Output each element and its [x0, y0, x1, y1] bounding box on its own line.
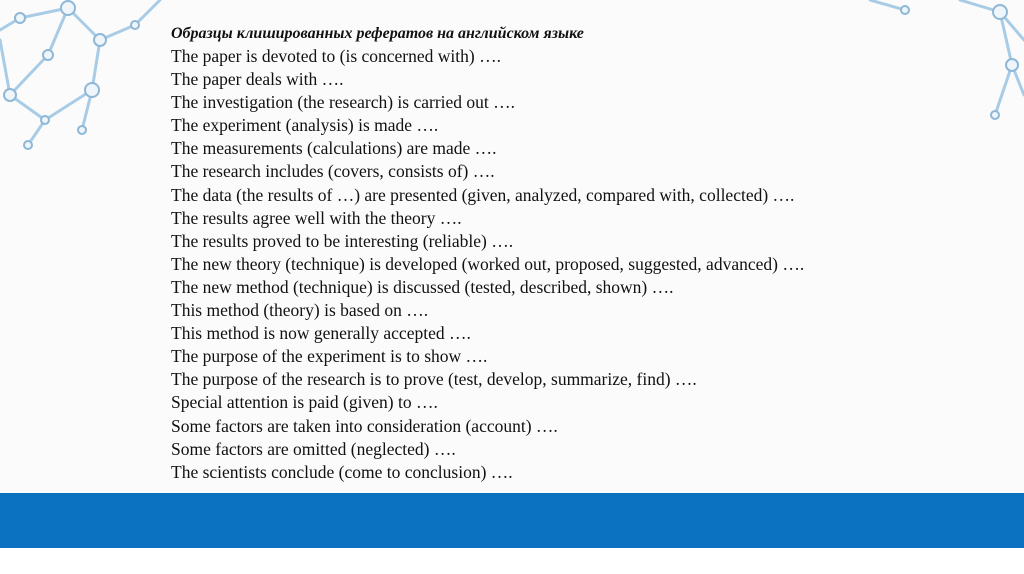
phrase-line: The measurements (calculations) are made …. — [171, 138, 497, 159]
phrase-line: The purpose of the experiment is to show …. — [171, 346, 488, 367]
footer-bar — [0, 493, 1024, 548]
phrase-line: The purpose of the research is to prove (test, develop, summarize, find) …. — [171, 369, 697, 390]
document-content — [171, 22, 1001, 484]
phrase-line: The data (the results of …) are presented (given, analyzed, compared with, collected) …. — [171, 184, 795, 205]
phrase-line: This method is now generally accepted …. — [171, 323, 471, 344]
phrase-line: The new theory (technique) is developed (worked out, proposed, suggested, advanced) …. — [171, 253, 805, 274]
phrase-line: The investigation (the research) is carried out …. — [171, 92, 516, 113]
phrase-line: The new method (technique) is discussed (tested, described, shown) …. — [171, 276, 674, 297]
phrase-line: Special attention is paid (given) to …. — [171, 392, 438, 413]
phrase-line: The paper deals with …. — [171, 69, 344, 90]
phrase-line: Some factors are omitted (neglected) …. — [171, 438, 456, 459]
phrase-list — [171, 45, 1001, 484]
phrase-line: The results agree well with the theory …. — [171, 207, 462, 228]
phrase-line: The scientists conclude (come to conclusion) …. — [171, 461, 513, 482]
bottom-strip — [0, 548, 1024, 574]
phrase-line: The paper is devoted to (is concerned with) …. — [171, 46, 501, 66]
phrase-line: Some factors are taken into consideration (account) …. — [171, 415, 558, 436]
phrase-line: The results proved to be interesting (reliable) …. — [171, 230, 514, 251]
phrase-line: The experiment (analysis) is made …. — [171, 115, 439, 136]
phrase-line: This method (theory) is based on …. — [171, 300, 429, 321]
document-title: Образцы клишированных рефератов на английском языке — [171, 25, 584, 42]
phrase-line: The research includes (covers, consists of) …. — [171, 161, 495, 182]
